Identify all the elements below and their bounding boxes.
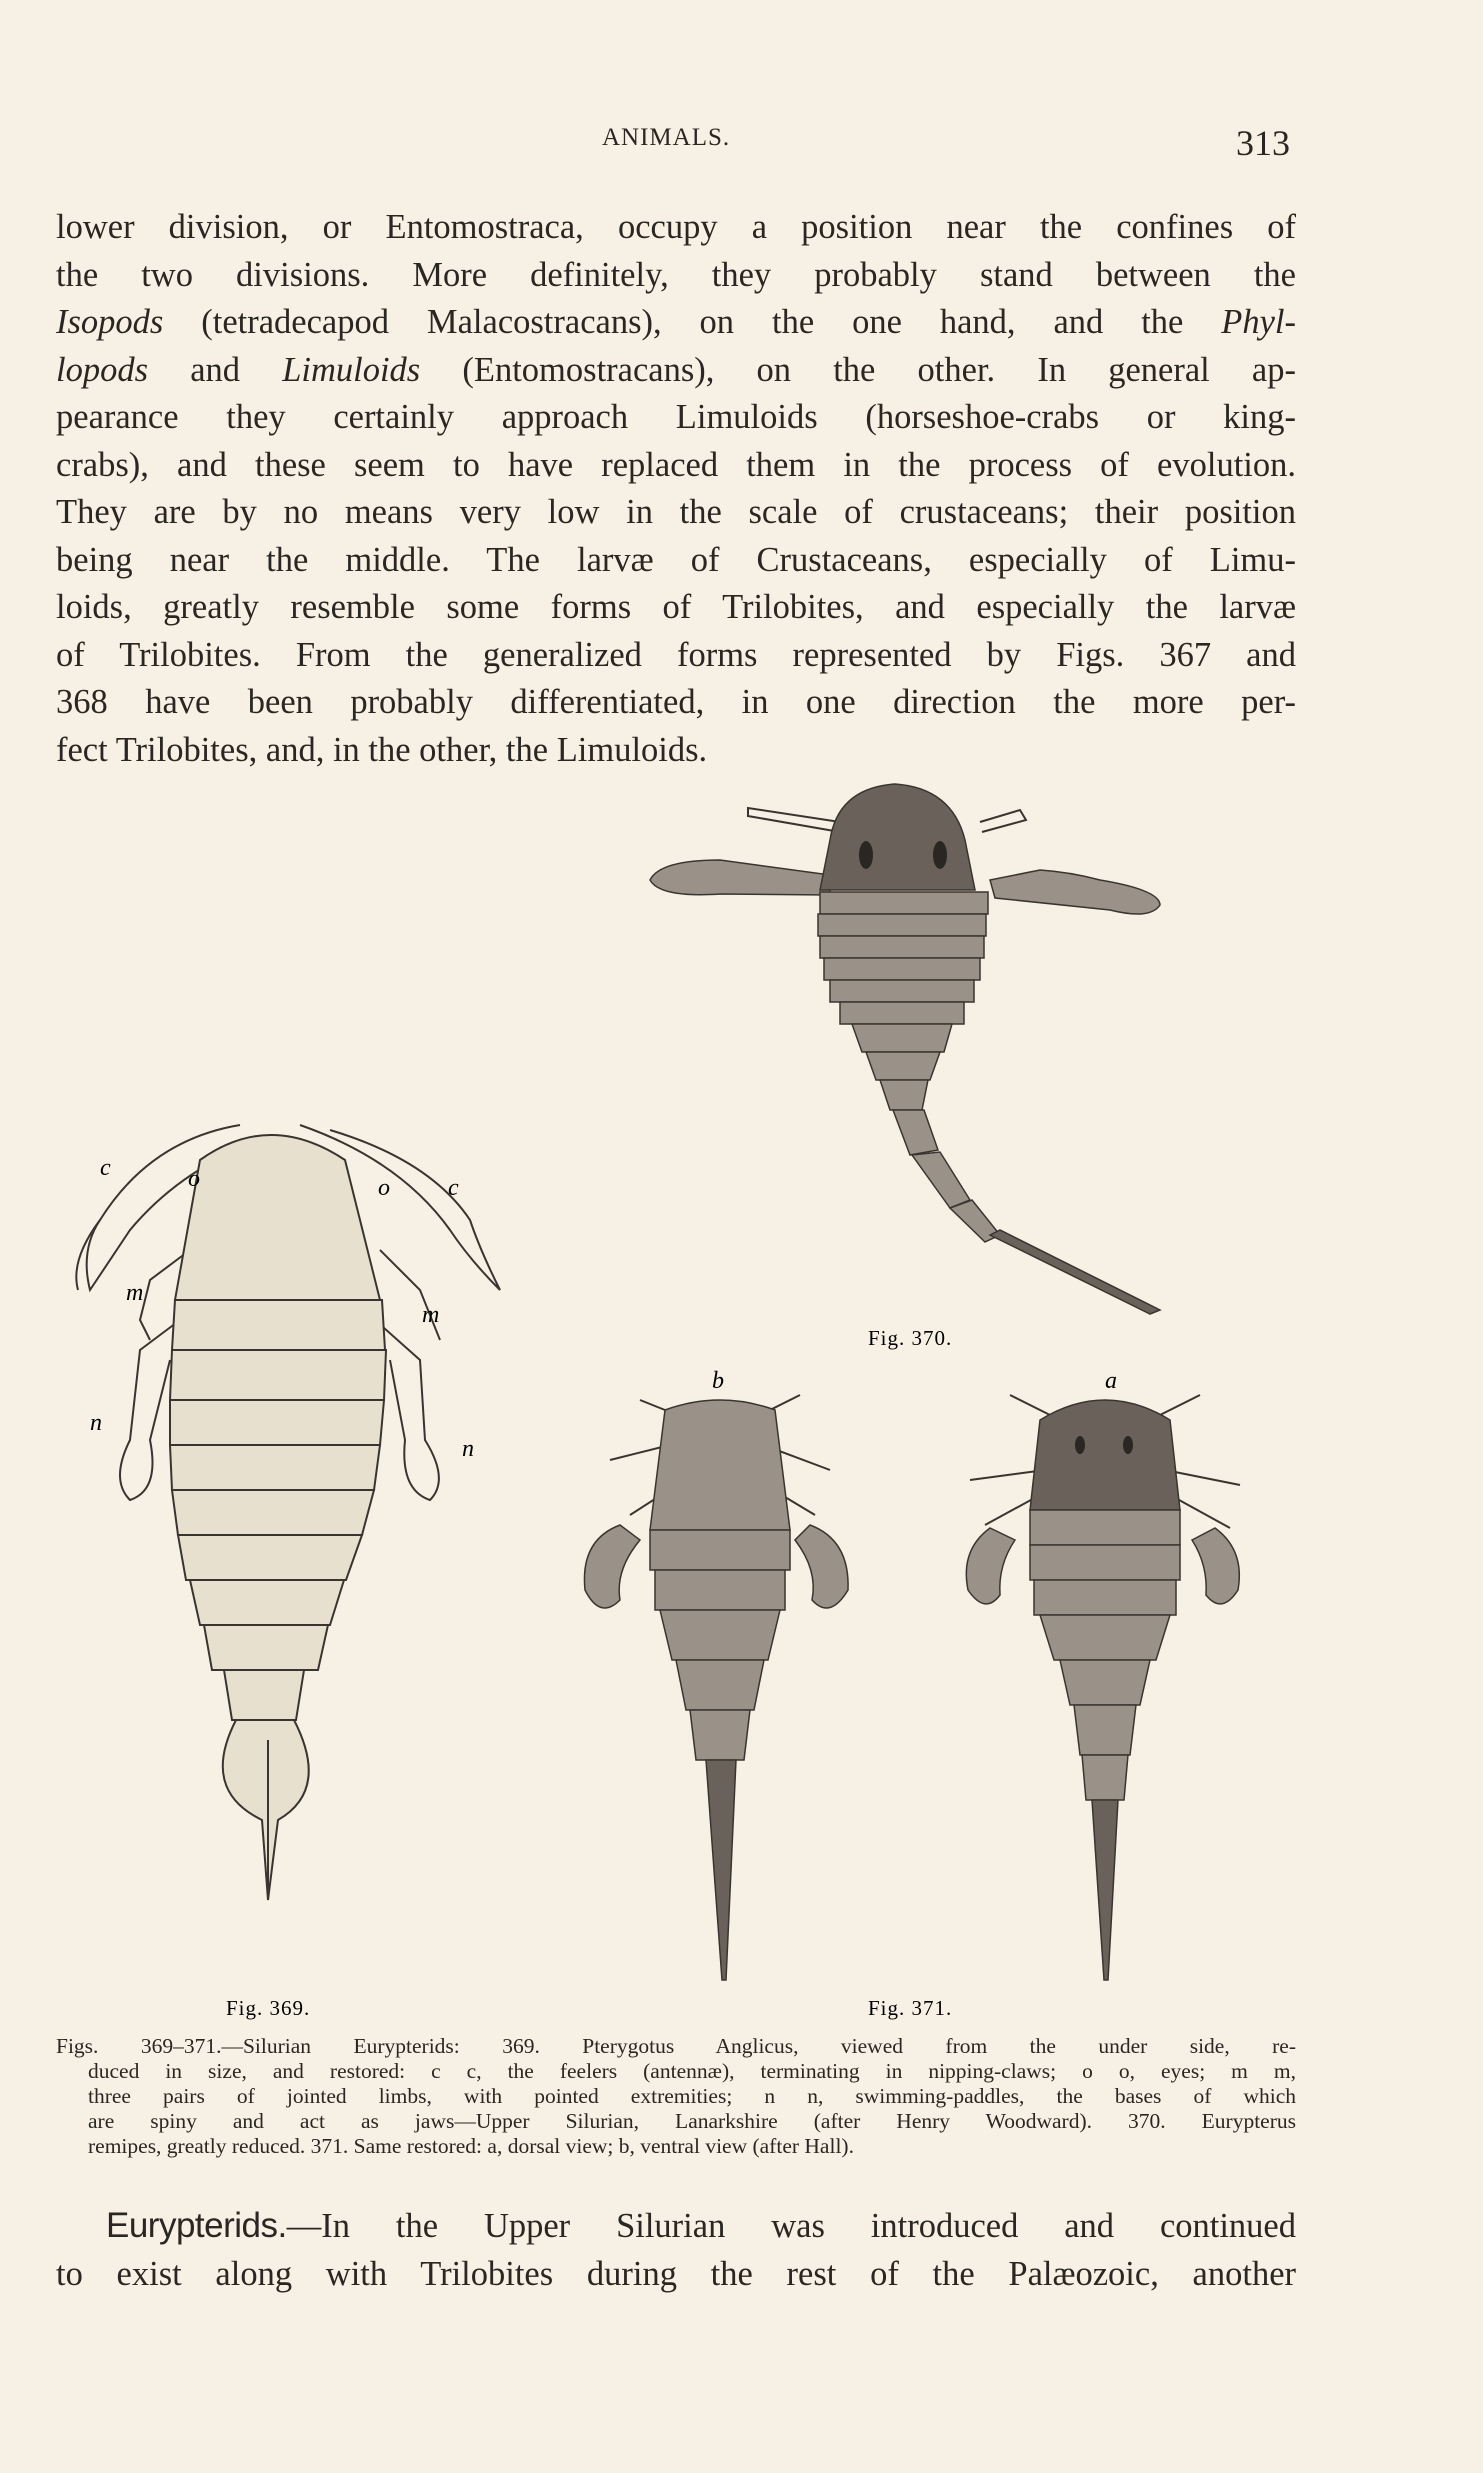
label-o-right: o xyxy=(378,1175,390,1201)
label-n-left: n xyxy=(90,1410,102,1436)
fig370-eurypterus-illustration xyxy=(650,784,1160,1314)
body-line: fect Trilobites, and, in the other, the Limuloids. xyxy=(56,730,708,769)
body-line: loids, greatly resemble some forms of Trilobites, and especially the larvæ xyxy=(56,588,1296,626)
label-n-right: n xyxy=(462,1436,474,1462)
body-line: being near the middle. The larvæ of Crustaceans, especially of Limu- xyxy=(56,540,1296,579)
figure-caption xyxy=(56,2034,1296,2159)
body-line xyxy=(56,347,1296,395)
body-text-run: (tetradecapod Malacostracans), on the one hand, and the xyxy=(163,303,1222,341)
fig371-ventral-illustration xyxy=(584,1395,848,1980)
section-first-line xyxy=(56,2202,1296,2251)
fig371-label-a: a xyxy=(1105,1368,1117,1394)
label-m-left: m xyxy=(126,1280,144,1306)
running-head xyxy=(0,118,1483,163)
body-line: lower division, or Entomostraca, occupy a position near the confines of xyxy=(56,208,1296,246)
body-line xyxy=(56,299,1296,347)
page-number: 313 xyxy=(1236,123,1290,163)
body-line: pearance they certainly approach Limuloids (horseshoe-crabs or king- xyxy=(56,398,1296,436)
body-line: They are by no means very low in the scale of crustaceans; their position xyxy=(56,493,1296,531)
caption-line: are spiny and act as jaws—Upper Silurian, Lanarkshire (after Henry Woodward). 370. Eurypterus xyxy=(88,2109,1296,2133)
caption-line: Figs. 369–371.—Silurian Eurypterids: 369. Pterygotus Anglicus, viewed from the under side, re- xyxy=(56,2034,1296,2058)
italic-term: Phyl- xyxy=(1221,303,1296,341)
label-m-right: m xyxy=(422,1302,440,1328)
caption-line: duced in size, and restored: c c, the feelers (antennæ), terminating in nipping-claws; o o, eyes; m m, xyxy=(88,2059,1296,2083)
caption-line: remipes, greatly reduced. 371. Same restored: a, dorsal view; b, ventral view (after Hall). xyxy=(88,2134,854,2158)
fig371-label-b: b xyxy=(712,1368,724,1394)
section-text-run: —In the Upper Silurian was introduced and continued xyxy=(286,2207,1296,2245)
figure-plate xyxy=(0,780,1483,2050)
section-eurypterids xyxy=(56,2202,1296,2298)
fig371-dorsal-illustration xyxy=(966,1395,1240,1980)
body-text-run: and xyxy=(148,350,283,389)
label-c-left: c xyxy=(100,1155,111,1181)
fig369-label: Fig. 369. xyxy=(226,1996,311,2020)
body-line: the two divisions. More definitely, they probably stand between the xyxy=(56,255,1296,294)
running-title: ANIMALS. xyxy=(602,124,731,151)
body-line: crabs), and these seem to have replaced them in the process of evolution. xyxy=(56,445,1296,484)
fig371-label: Fig. 371. xyxy=(868,1996,953,2020)
body-paragraph xyxy=(56,204,1296,774)
fig370-label: Fig. 370. xyxy=(868,1326,953,1350)
body-text-run: (Entomostracans), on the other. In general ap- xyxy=(420,350,1296,389)
italic-term: lopods xyxy=(56,350,149,389)
fig369-pterygotus-illustration xyxy=(76,1125,500,1900)
section-line: to exist along with Trilobites during the rest of the Palæozoic, another xyxy=(56,2254,1296,2293)
italic-term: Isopods xyxy=(56,303,164,341)
body-line: 368 have been probably differentiated, in one direction the more per- xyxy=(56,683,1296,721)
italic-term: Limuloids xyxy=(282,350,421,389)
caption-line: three pairs of jointed limbs, with pointed extremities; n n, swimming-paddles, the bases of which xyxy=(88,2084,1296,2108)
label-o-left: o xyxy=(188,1166,200,1192)
label-c-right: c xyxy=(448,1175,459,1201)
body-line: of Trilobites. From the generalized forms represented by Figs. 367 and xyxy=(56,635,1296,674)
section-heading: Eurypterids. xyxy=(106,2206,287,2245)
engraving-illustrations xyxy=(0,780,1483,2050)
